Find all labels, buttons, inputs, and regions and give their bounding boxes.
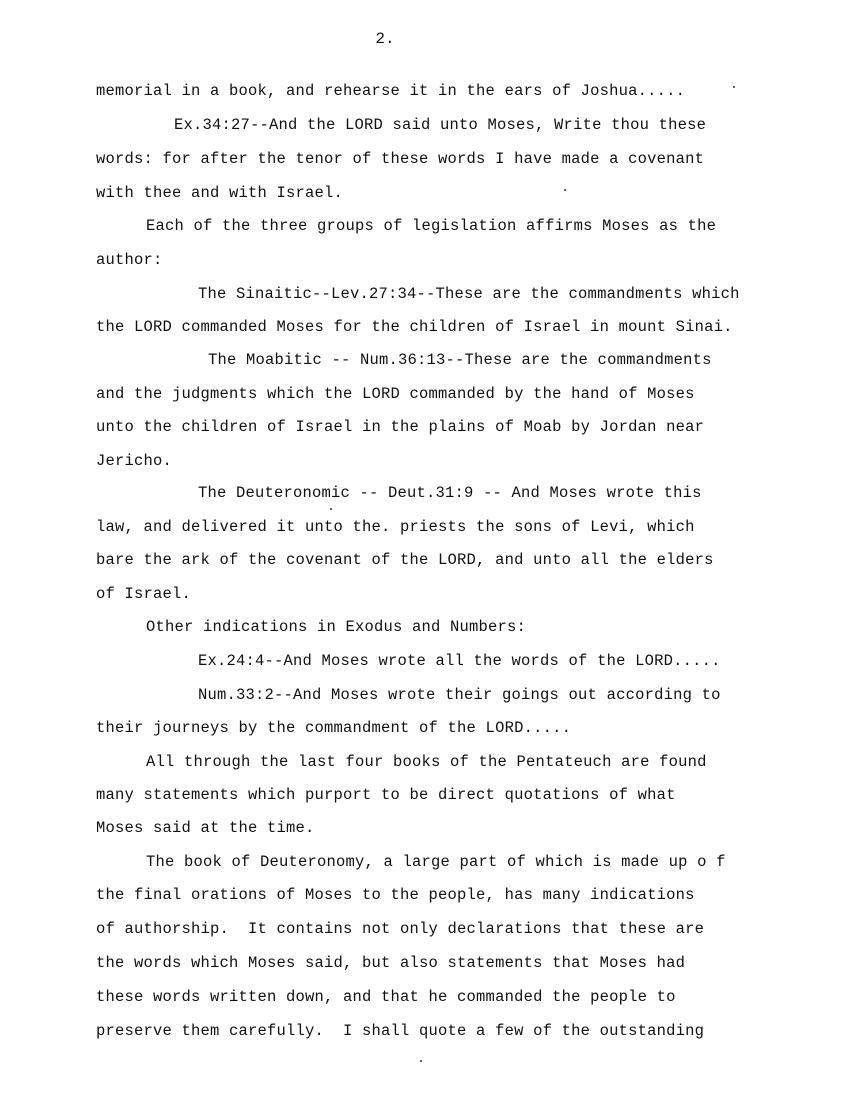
text-line: unto the children of Israel in the plains of Moab by Jordan near <box>96 418 705 436</box>
text-line: bare the ark of the covenant of the LORD, and unto all the elders <box>96 551 714 569</box>
text-line: Ex.24:4--And Moses wrote all the words of the LORD..... <box>198 652 721 670</box>
text-line: memorial in a book, and rehearse it in the ears of Joshua..... <box>96 82 686 100</box>
text-line: preserve them carefully. I shall quote a few of the outstanding <box>96 1022 705 1040</box>
text-line: these words written down, and that he commanded the people to <box>96 988 676 1006</box>
text-line: of authorship. It contains not only declarations that these are <box>96 920 705 938</box>
text-line: The Deuteronomic -- Deut.31:9 -- And Moses wrote this <box>198 484 702 502</box>
text-line: and the judgments which the LORD commanded by the hand of Moses <box>96 385 695 403</box>
text-line: the words which Moses said, but also statements that Moses had <box>96 954 686 972</box>
text-line: law, and delivered it unto the. priests the sons of Levi, which <box>96 518 695 536</box>
text-line: The Moabitic -- Num.36:13--These are the commandments <box>208 351 712 369</box>
text-line: The Sinaitic--Lev.27:34--These are the commandments which <box>198 285 740 303</box>
text-line: of Israel. <box>96 585 192 603</box>
text-line: Moses said at the time. <box>96 819 315 837</box>
text-line: Num.33:2--And Moses wrote their goings out according to <box>198 686 721 704</box>
page-number: 2. <box>375 30 395 48</box>
text-line: their journeys by the commandment of the LORD..... <box>96 719 572 737</box>
text-line: Ex.34:27--And the LORD said unto Moses, Write thou these <box>174 116 707 134</box>
text-line: author: <box>96 251 163 269</box>
text-line: the LORD commanded Moses for the children of Israel in mount Sinai. <box>96 318 733 336</box>
text-line: Other indications in Exodus and Numbers: <box>146 618 527 636</box>
scan-speck <box>564 189 566 191</box>
text-line: The book of Deuteronomy, a large part of which is made up o f <box>146 853 726 871</box>
text-line: All through the last four books of the Pentateuch are found <box>146 753 707 771</box>
scan-speck <box>330 508 332 510</box>
scan-speck <box>733 86 735 88</box>
text-line: Jericho. <box>96 452 173 470</box>
text-line: with thee and with Israel. <box>96 184 344 202</box>
text-line: words: for after the tenor of these words I have made a covenant <box>96 150 705 168</box>
text-line: Each of the three groups of legislation affirms Moses as the <box>146 217 717 235</box>
text-line: many statements which purport to be direct quotations of what <box>96 786 676 804</box>
text-line: the final orations of Moses to the people, has many indications <box>96 886 695 904</box>
scan-speck <box>420 1060 422 1062</box>
